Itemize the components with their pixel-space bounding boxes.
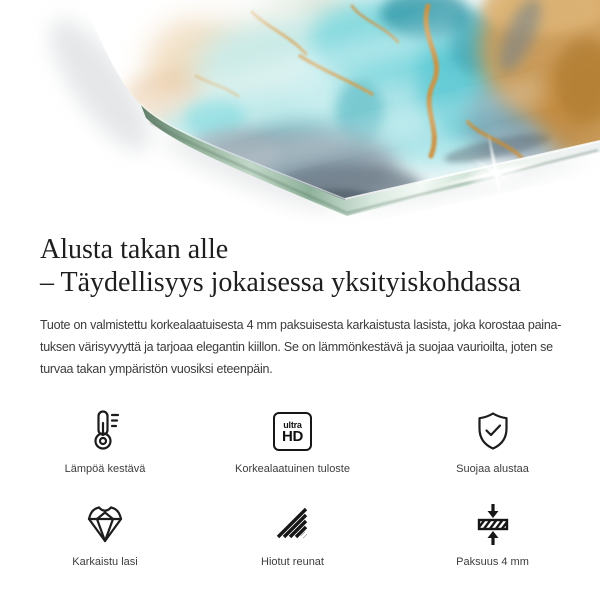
diamond-icon <box>83 500 127 548</box>
beveled-edge-icon <box>271 500 315 548</box>
ultra-hd-text-bottom: HD <box>281 428 304 445</box>
feature-protects-base <box>405 407 580 476</box>
feature-thickness <box>405 500 580 569</box>
thermometer-icon <box>83 407 127 455</box>
feature-label: Lämpöä kestävä <box>64 463 146 475</box>
feature-polished-edges <box>180 500 405 569</box>
page-title <box>40 233 600 299</box>
feature-grid <box>0 407 600 569</box>
feature-ultra-hd <box>180 407 405 476</box>
page-title-line-2: – Täydellisyys jokaisessa yksityiskohdassa <box>40 267 521 298</box>
description-line-3: turvaa takan ympäristön vuosiksi eteenpäin. <box>40 362 273 376</box>
description-line-1: Tuote on valmistettu korkealaatuisesta 4 mm paksuisesta karkaistusta lasista, joka korostaa paina- <box>40 318 562 332</box>
feature-heat-resistant <box>30 407 180 476</box>
page-title-line-1: Alusta takan alle <box>40 234 229 265</box>
ultra-hd-text-top: ultra <box>283 420 302 430</box>
feature-label: Karkaistu lasi <box>72 556 138 568</box>
feature-label: Hiotut reunat <box>261 556 324 568</box>
thickness-icon <box>471 500 515 548</box>
shield-check-icon <box>471 407 515 455</box>
glass-panel-art <box>0 0 600 225</box>
ultra-hd-icon <box>273 407 312 455</box>
product-photo <box>0 0 600 225</box>
description-line-2: tuksen värisyvyyttä ja tarjoaa elegantin kiillon. Se on lämmönkestävä ja suojaa vaurioilta, joten se <box>40 340 553 354</box>
feature-tempered-glass <box>30 500 180 569</box>
feature-label: Suojaa alustaa <box>456 463 529 475</box>
feature-label: Paksuus 4 mm <box>456 556 529 568</box>
feature-label: Korkealaatuinen tuloste <box>235 463 350 475</box>
product-description <box>40 314 600 380</box>
